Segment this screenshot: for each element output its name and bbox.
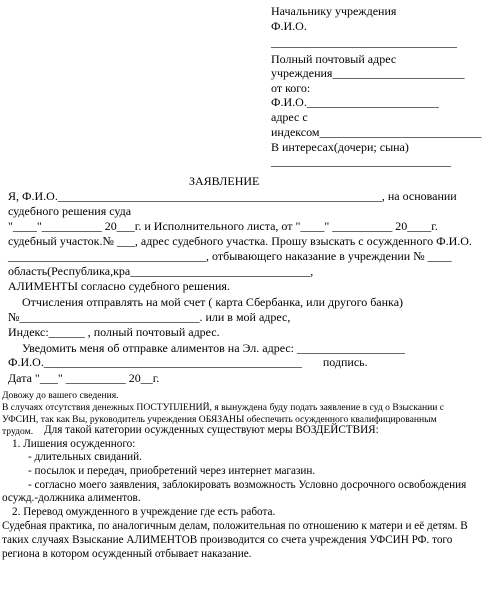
body-line-5: _________________________________, отбывающего наказание в учреждении № ____ — [8, 249, 452, 263]
note-line-11: Судебная практика, по аналогичным делам, положительная по отношению к матери и её детям. В — [2, 520, 468, 532]
note-line-10: 2. Перевод омужденного в учреждение где есть работа. — [12, 506, 276, 518]
body-line-7: АЛИМЕНТЫ согласно судебного решения. — [8, 279, 230, 293]
body-line-10: Индекс:______ , полный почтовый адрес. — [8, 325, 220, 339]
body-line-2: судебного решения суда — [8, 204, 132, 218]
note-line-2: В случаях отсутствия денежных ПОСТУПЛЕНИЙ, я вынуждена буду подать заявление в суд о Взыскании с — [2, 402, 445, 413]
recipient-to: Начальнику учреждения — [271, 4, 397, 18]
note-line-5: 1. Лишения осужденного: — [12, 438, 136, 450]
note-line-1: Довожу до вашего сведения. — [2, 390, 119, 401]
body-line-13: Дата "___" __________ 20__г. — [8, 371, 160, 385]
body-line-12: Ф.И.О.___________________________________________ подпись. — [8, 355, 368, 369]
address-with: адрес с — [271, 110, 308, 124]
body-line-9: №______________________________. или в мой адрес, — [8, 310, 291, 324]
interests-line: В интересах(дочери; сына) — [271, 140, 409, 154]
note-line-3: УФСИН, так как Вы, руководитель учреждения ОБЯЗАНЫ обеспечить осужденного квалифицированным — [2, 414, 437, 425]
note-line-7: - посылок и передач, приобретений через интернет магазин. — [28, 465, 316, 477]
index-line: индексом___________________________ — [271, 125, 482, 139]
body-line-4: судебный участок.№ ___, адрес судебного участка. Прошу взыскать с осужденного Ф.И.О. — [8, 234, 472, 248]
body-line-8: Отчисления отправлять на мой счет ( карта Сбербанка, или другого банка) — [22, 295, 404, 309]
body-line-6: область(Республика,кра______________________________, — [8, 264, 314, 278]
note-line-12: таких случаях Взыскание АЛИМЕНТОВ производится со счета учреждения УФСИН РФ. того — [2, 534, 453, 546]
note-line-13: региона в котором осужденный отбывает наказание. — [2, 548, 252, 560]
sender-fio: Ф.И.О.______________________ — [271, 95, 439, 109]
note-line-6: - длительных свиданий. — [28, 451, 142, 463]
institution-line: учреждения______________________ — [271, 66, 465, 80]
note-line-4: трудом. — [2, 426, 34, 437]
document-title: ЗАЯВЛЕНИЕ — [189, 174, 260, 188]
body-line-11: Уведомить меня об отправке алиментов на Эл. адрес: __________________ — [22, 341, 405, 355]
from-label: от кого: — [271, 81, 311, 95]
address-label: Полный почтовый адрес — [271, 52, 397, 66]
recipient-fio-blank: _______________________________ — [271, 35, 457, 49]
recipient-fio: Ф.И.О. — [271, 19, 307, 33]
body-line-1: Я, Ф.И.О.______________________________________________________, на основании — [8, 189, 457, 203]
note-line-9: осужд.-должника алиментов. — [2, 492, 141, 504]
note-line-8: - согласно моего заявления, заблокировать возможность Условно досрочного освобождения — [28, 479, 467, 491]
interests-blank: ______________________________ — [271, 154, 451, 168]
body-line-3: "____"__________ 20___г. и Исполнительного листа, от "____" __________ 20____г. — [8, 219, 438, 233]
note-line-4b: Для такой категории осужденных существуют меры ВОЗДЕЙСТВИЯ: — [44, 424, 379, 436]
